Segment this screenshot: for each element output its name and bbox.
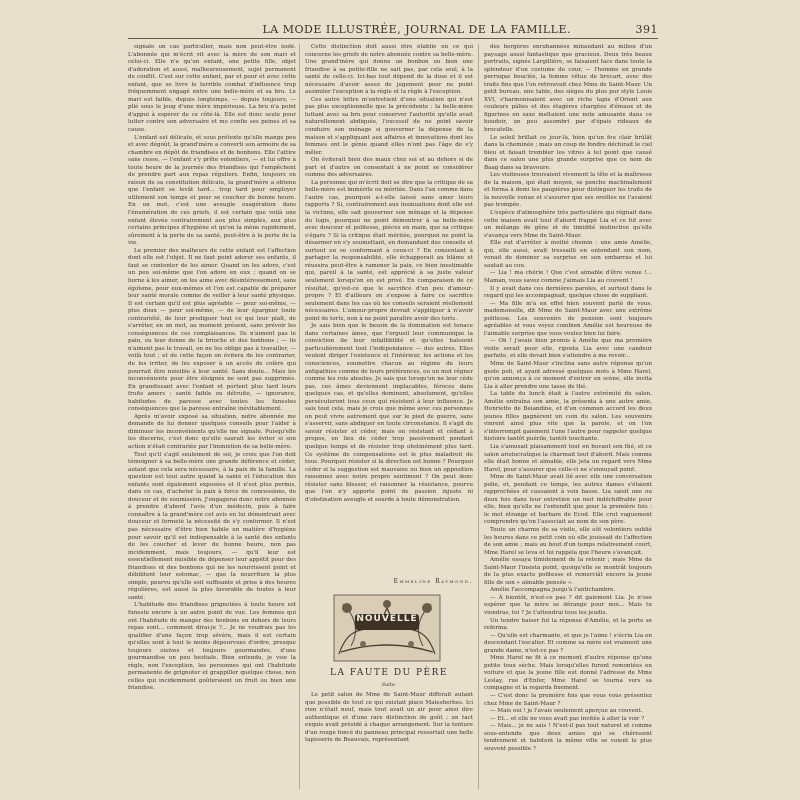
paragraph: — À bientôt, n'est-ce pas ? dit gaiement Lia. Je n'ose espérer que ta mère se dérange pour moi... Mais tu viendras, toi ? Je t'attendrai tous les jeudis. [484,594,652,617]
paragraph: Cette distinction doit aussi être établie en ce qui concerne les griefs de notre abonnée contre sa belle-mère. Une grand'mère qui donne un bonbon ou bien une friandise à sa petite-fille ne sait pas, par cela seul, à la santé de celle-ci. Ici-bas tout dépend de la dose et il est nécessaire d'avoir assez de jugement pour ne point assimiler l'exception à la règle et la règle à l'exception. [305,44,473,96]
paragraph: Tout qu'il s'agit seulement de soi, je crois que l'on doit témoigner à sa belle-mère une grande déférence et céder, autant que cela sera nécessaire, à la paix de la famille. La question est tout autre quand la santé et l'éducation des enfants sont également exposées et il n'est plus permis, dans ce cas, d'acheter la paix à force de concessions, de douceur et de soumission. J'engagerai donc notre abonnée à prendre d'abord l'avis d'un médecin, puis à faire connaître à la grand'mère cet avis en lui démontrant avec douceur et fermeté la nécessité de s'y conformer. Il n'est pas nécessaire d'être bien habile en matière d'hygiène pour savoir qu'il est indispensable à la santé des enfants de les coucher et lever de bonne heure, non pas incidemment, mais toujours, — qu'il leur est essentiellement nuisible de dépenser leur appétit pour des friandises et des bonbons qui ne les nourrissent point et débilitent leur estomac, — que la nourriture la plus simple, pourvu qu'elle soit suffisante et prise à des heures régulières, est aussi la plus favorable de toutes à leur santé. [128,451,296,601]
paragraph: — Mais oui ! je l'avais seulement aperçue au couvent. [490,708,643,715]
paragraph: Elle eut d'arrêter à moitié chemin : une amie Amélie, qui, elle aussi, avait tressailli en entendant son nom, venait de dominer sa surprise en son embarras et lui sautait au cou. [484,240,652,269]
paragraph: On éviterait bien des maux chez soi et au dehors si de part et d'autre on consentait à ne point se considérer comme des adversaires. [305,157,473,179]
story-column-3 [484,44,652,789]
article-column-2 [305,44,473,576]
paragraph: — Qu'elle est charmante, et que je l'aime ! s'écria Lia en descendant l'escalier. Et comme sa mère est vraiment une grande dame, n'est-ce pas ? [484,632,652,654]
story-subtitle: Suite. [381,682,397,688]
header-rule [128,38,658,39]
nouvelle-label: NOUVELLE [356,614,418,624]
nouvelle-vignette [333,594,441,662]
paragraph: Lia s'amusait plaisamment tout en buvant son thé, et ce salon aristocratique la charmait tout d'abord. Mais comme elle était bonne et aimable, elle jeta un regard vers Mme Harel, pour s'assurer que celle-ci ne s'ennuyait point. [484,443,652,473]
paragraph: — Et... et elle ne vous avait pas invitée à aller la voir ? [490,715,645,722]
page-number: 391 [635,23,658,36]
paragraph: Le soleil brillait ce jour-là, bien qu'un feu clair brûlât dans la cheminée ; mais un coup de fondre déchirait le ciel bleu et faisait trembler les vitres à tel point que causé dans ce salon une plus grande surprise que ce nom de Baag dans sa bravoure. [484,134,652,171]
paragraph: La personne qui m'écrit doit se dire que la critique de sa belle-mère est immérite ou méritée. Dans l'un comme dans l'autre cas, pourquoi a-t-elle laissé sans amer leurs rapports ? Si, contrairement aux insinuations dont elle est la victime, elle sait gouverner son ménage et la dépense du logis, pourquoi ne point démontrer à sa belle-mère avec douceur et politesse, pièces en main, que sa critique s'égare ? Si la critique était méritée, pourquoi ne point la désarmer en s'y soumettant, en demandant des conseils et surtout en se conformant à ceux-ci ? En consentant à partager la responsabilité, elle échapperait au blâme et réussira peut-être à ramener la paix, ce bien inestimable qui, pareil à la santé, est apprécié à sa juste valeur seulement lorsqu'on en est privé. En comparaison de ce résultat, qu'est-ce que le sacrifice d'un peu d'amour-propre ? Et d'ailleurs on s'expose à faire ce sacrifice seulement dans les cas où les conseils seraient réellement nécessaires. L'amour-propre devrait s'appliquer à n'avoir point de torts, non à ne point paraître avoir des torts. [305,179,473,322]
paragraph: Amélie l'accompagna jusqu'à l'antichambre. [490,587,616,594]
column-rule-left [299,44,300,789]
paragraph: — Lia ! ma chérie ! Que c'est aimable d'être venue !... Maman, vous savez comme j'aimais Lia au couvent ! [484,270,652,284]
paragraph: Mme Harel ne fit à ce moment d'autre réponse qu'une petite toux sèche. Mais lorsqu'elles furent remontées en voiture et que la jeune fille eut donné l'adresse de Mme Leslay, rue d'Enfer, Mme Harel se tourna vers sa compagne et la regarda fixement. [484,655,652,692]
paragraph: Toute un charme de sa visite, elle eût volontiers oublié les heures dans ce petit coin où elle jouissait de l'affection de son amie ; mais au bout d'un temps relativement court, Mme Harel se leva et lui rappela que l'heure s'avançait. [484,527,652,556]
paragraph: L'habitude des friandises grignotées à toute heure est funeste encore à un autre point de vue. Les femmes qui ont l'habitude de manger des bonbons en dehors de leurs repas sont... comment dirai-je ?... Je ne voudrais pas les qualifier d'une façon trop sévère, mais il est certain qu'elles sont à tout le moins dépourvues d'ordre, presque toujours oisives et toujours gourmandes, d'une gourmandise un peu bestiale. Bien entendu, je vise la règle, non l'exception, les personnes qui ont l'habitude permanente de grignoter et grappiller quelque chose, non celles qui incidemment goûteraient un fruit ou bien une friandise. [128,602,296,692]
paragraph: — C'est donc la première fois que vous vous présentez chez Mme de Saint-Maur ? [484,693,652,707]
journal-title: LA MODE ILLUSTRÉE, JOURNAL DE LA FAMILLE. [262,23,571,36]
paragraph: — Oh ! j'avais bien promis à Amélie que ma première visite serait pour elle, riposta Lia avec une candeur parfaite, et elle devait bien s'attendre à me revoir... [484,338,652,360]
paragraph: L'enfant est délicate, et sous prétexte qu'elle mange peu et avec dégoût, la grand'mère a converti son armoire de sa chambre en dépôt de friandises et de bonbons. Elle l'attire sans cesse, — l'enfant s'y prête volontiers, — et lui offre à toute heure de la journée des friandises qui l'empêchent de prendre part aux repas réguliers. Enfin, toujours en raison de sa constitution délicate, la grand'mère a obtenu que l'enfant se levât tard... trop tard pour employer utilement son temps et pour se coucher de bonne heure. En un mot, c'est une aveugle exagération dans l'énumération de ces griefs, il est certain que voilà une enfant élevée contrairement aux plus simples, aux plus certains principes d'hygiène et qu'on la mène rapidement, sûrement à la perte de sa santé, peut-être à la perte de la vie. [128,134,296,247]
paragraph: Un tendre baiser fut la réponse d'Amélie, et la porte se referma. [484,617,652,632]
running-head [128,23,658,36]
paragraph: — Ma fille m'a en effet bien souvent parlé de vous, mademoiselle, dit Mme de Saint-Maur avec une extrême politesse. Les souvenirs de pension sont toujours agréables et vous voyez combien Amélie est heureuse de l'aimable surprise que vous voulez bien lui faire. [484,300,652,337]
story-column-2 [305,692,473,789]
author-signature: Emmeline Raymond. [393,578,473,585]
paragraph: L'espèce d'atmosphère très particulière qui régnait dans cette maison avait tout d'abord frappé Lia et ce fut avec un mélange de gêne et de timidité instinctive qu'elle s'avança vers Mme de Saint-Maur. [484,210,652,239]
ornament-illustration [333,594,441,662]
column-rule-right [478,44,479,789]
paragraph: Je sais bien que le besoin de la domination est tenace dans certaines âmes, que l'orgueil leur communique la conviction de leur infaillibilité et qu'elles haïssent particulièrement tout l'indépendance — des autres. Elles veulent diriger l'existence et l'intérieur, les actions et les consciences, soumettre chacun au régime de leurs antipathies comme de leurs préférences, ou un mot régner comme les rois absolus. Je sais que lorsqu'on ne leur cède pas, ces âmes deviennent implacables, féroces dans quelques cas, et qu'elles dominent, absolument, qu'elles persécuteront tous ceux qui résistent à leur influence. Je sais tout cela, mais je crois que même avec ces personnes on peut vivre autrement que sur le pied de guerre, sans s'asservir, sans abdiquer en toute circonstance. Il s'agit de savoir résister et céder, mais on résistant et cédant à propos, en lieu de céder trop passivement pendant quelque temps et de résister trop obstinément plus tard. Ce système de compensations est le plus maladroit de tous. Pourquoi résister si la direction est bonne ? Pourquoi céder si la suggestion est mauvaise ou bien un opposition raisonnez avec notre propre sentiment ? On peut donc résister sans blesser, et raisonner la résistance, pourvu que l'on n'y apporte point de passion injuste ni d'obstination aveugle et sourde à toute démonstration. [305,323,473,503]
paragraph: Il y avait dans ces dernières paroles, et surtout dans le regard qui les accompagnait, quelque chose de suppliant. [484,285,652,300]
story-title: LA FAUTE DU PÈRE [330,668,448,678]
paragraph: Le petit salon de Mme de Saint-Maur différait autant que possible de tout ce qui existait place Malesherbes. Ici rien n'était neuf, mais tout avait un air pour ainsi dire authentique et d'une rare distinction de goût ; un tact exquis avait présidé à chaque arrangement. Sur la tenture d'un rouge foncé du panneau principal ressortait une belle tapisserie de Beauvais, représentant [305,692,473,744]
paragraph: des bergères enrubannées minaudant au milieu d'un paysage aussi fantastique que gracieux. Deux très beaux portraits, signés Largillière, se faisaient face dans toute la splendeur d'un costume de cour, — l'homme en grande perruque bouclée, la femme vêtue de brocart, avec des traits fins que l'on retrouvait chez Mme de Saint-Maur. Un petit bureau, une table, des sièges du plus pur style Louis XVI, s'harmonisaient avec un riche tapis d'Orient aux couleurs pâlies et des étagères chargées d'émaux et de figurines en saxe meltaient une note amusante dans ce boudoir, un peu assombri par d'épais rideaux de brocatelle. [484,44,652,134]
paragraph: signale un cas particulier, mais non peut-être isolé. L'abonnée qui m'écrit vit avec la mère de son mari et celui-ci. Elle n'a qu'un enfant, une petite fille, objet d'adoration et aussi, malheureusement, sujet permanent de conflit. C'est sur cette enfant, par et pour et avec cette enfant, que se livre le terrible combat d'influence trop fréquemment engagé entre une belle-mère et sa bru. Le mari est faible, depuis longtemps, — depuis toujours, — plié sous le joug d'une mère impérieuse. La bru n'a point d'appui à espérer de ce côté-là. Elle est donc seule pour lutter contre son adversaire et me confie ses peines et sa cause. [128,44,296,134]
paragraph: Après m'avoir exposé sa situation, notre abonnée me demande de lui donner quelques conseils pour l'aider à diminuer les inconvénients qu'elle me signale. Puisqu'elle les discerne, c'est donc qu'elle saurait les éviter si son action n'était contrariée par l'immixtion de sa belle-mère. [128,413,296,450]
paragraph: Mme de Saint-Maur avait lié avec elle une conversation polie, et, pendant ce temps, les autres dames s'étaient rapprochées et causaient à voix basse. Lia saisit une ou deux fois dans leur entretien un mot indéchiffrable pour elle, bien qu'elle ne l'entendît que pour la première fois : le mot étrange et barbare de Ecod. Elle crut vaguement comprendre qu'on l'associait au nom de son père. [484,474,652,526]
paragraph: Mme de Saint-Maur s'inclina sans autre réponse qu'un geste poli, et ayant adressé quelques mots à Mme Harel, qu'on annonça à ce moment d'entrer en scène, elle invita Lia à aller prendre une tasse de thé. [484,360,652,390]
paragraph: Ces autre lettre m'entretient d'une situation qui n'est pas plus exceptionnelle que la précédente : la belle-mère luttant avec sa bru pour conserver l'autorité qu'elle avait naturellement abdiquée, l'excessif de ne point savoir conduire son ménage si gouverner la dépense de la maison et s'appliquant aux affaires et innovations dont les femmes ont le génie quand elles n'ont pas l'âge de s'y mêler. [305,96,473,156]
paragraph: Les visiteuses trouvaient vivement la tête et la maîtresse de la maison, qui était moyen, se penche machinalement et forma à demi les paupières pour distinguer les traits de la nouvelle venue et s'assurer que ses oreilles ne l'avaient pas trompée. [484,172,652,209]
article-column-1 [128,44,296,789]
paragraph: Le premier des malheurs de cette enfant est l'affection dont elle est l'objet. Il ne faut point adorer ses enfants, il faut se contenter de les aimer. Quand on les adore, c'est un peu soi-même que l'on adore en eux ; quand on se borne à les aimer, on les aime avec désintéressement, sans égoïsme, pour eux-mêmes et l'on est capable de préparer leur santé morale comme de veiller à leur santé physique. Il est certain qu'il est plus agréable — pour soi-même, — plus doux — pour soi-même, — de leur épargner toute contrariété, de leur prodiguer tout ce qui leur plaît, de s'arrêter, en un mot, au moment présent, sans prévoir les conséquences de ces complaisances. Ils n'aiment pas le pain, ou leur donne de la brioche et des bonbons ; — ils n'aiment pas le travail, on ne les oblige pas à travailler, — voilà tout ; et de cette façon on évitera de les contrarier, de les irriter, de les exposer à un accès de colère qui pourrait être nuisible à leur santé. Sans doute... Mais les inconvénients pour être éloignés ne sont pas supprimés. En grandissant avec l'enfant et portent plus tard leurs fruits amers : santé faible ou détruite, — ignorance, habitudes de paresse avec toutes les funestes conséquences que la paresse entraîne inévitablement. [128,247,296,413]
paragraph: Amélie essaya timidement de la retenir ; mais Mme de Saint-Maur l'insista point, quoiqu'elle se montrât toujours de la plus exacte politesse et remerciât encore la jeune fille de son « aimable pensée ». [484,557,652,586]
paragraph: — Mais... je ne sais ! N'est-il pas tout naturel et comme sous-entendu que deux amies qui se chérissent tendrement et habitent la même ville se voient le plus souvent possible ? [484,723,652,752]
paragraph: La table du lunch était à l'autre extrémité du salon. Amélie entraîna son amie, la présenta à une autre amie, Henriette de Beiandine, et d'un commun accord les deux jeunes filles gagnèrent un coin du salon. Les souvenirs vinrent ainsi plus vite que la parole, et on l'on s'interrompit gaiement l'une l'autre pour rappeler quelque histoire tantôt puérile, tantôt touchante. [484,391,652,443]
